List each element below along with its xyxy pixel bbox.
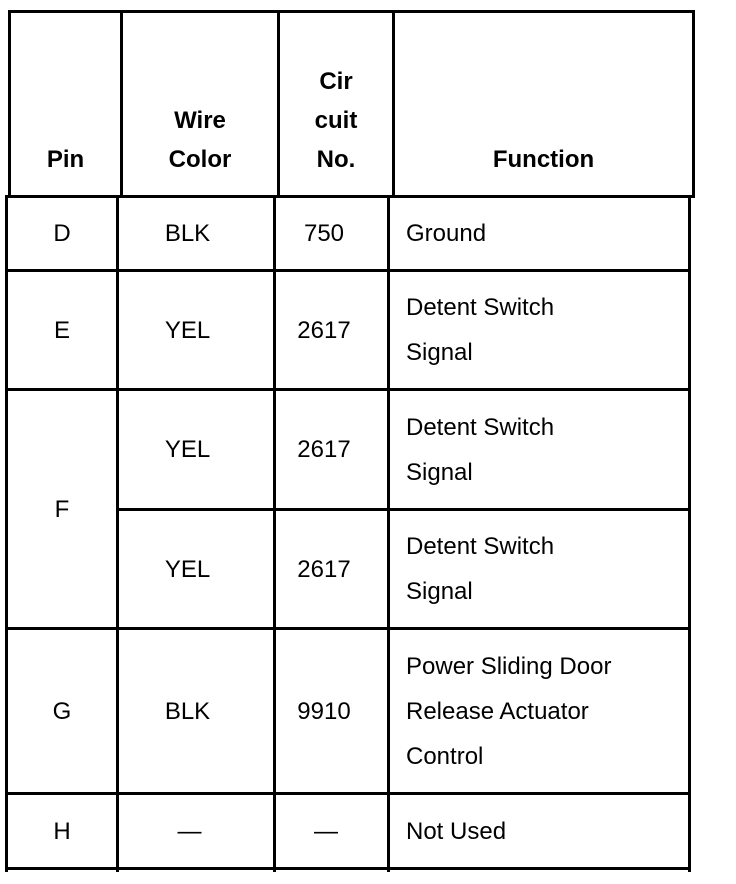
pin-label: G xyxy=(52,697,72,725)
circuit-no-value: 9910 xyxy=(297,697,351,725)
pin-label: F xyxy=(54,495,70,523)
wire-color-cell xyxy=(119,198,256,269)
header-pin xyxy=(11,13,120,179)
header-circuit-no xyxy=(280,13,392,179)
function-line: Not Used xyxy=(406,817,507,845)
function-line: Detent Switch xyxy=(406,533,555,560)
wire-color-cell xyxy=(119,630,256,792)
circuit-no-cell xyxy=(276,391,372,508)
wire-color-cell xyxy=(119,391,256,508)
pin-cell xyxy=(8,391,116,627)
pin-cell xyxy=(8,198,116,269)
header-circuit-no-line: Cir xyxy=(319,68,353,95)
function-line: Detent Switch xyxy=(406,413,555,441)
header-wire-color-line: Wire xyxy=(174,107,226,134)
pin-label: H xyxy=(53,817,71,845)
header-function-label: Function xyxy=(492,146,595,173)
function-cell xyxy=(406,511,688,627)
function-line: Ground xyxy=(406,220,487,247)
wire-color-value: YEL xyxy=(164,316,211,344)
pin-label: E xyxy=(53,316,70,344)
circuit-no-value: 2617 xyxy=(297,316,351,344)
header-function xyxy=(395,13,692,179)
function-line: Detent Switch xyxy=(406,294,555,321)
body-right-border xyxy=(688,195,691,872)
function-cell xyxy=(406,272,688,388)
function-line: Release Actuator xyxy=(406,697,589,725)
header-wire-color xyxy=(123,13,277,179)
circuit-no-value: 750 xyxy=(303,220,345,247)
function-line: Signal xyxy=(406,339,473,366)
header-pin-label: Pin xyxy=(46,146,85,173)
pin-label: D xyxy=(53,220,71,247)
function-cell xyxy=(406,630,688,792)
function-line: Control xyxy=(406,742,484,770)
body-divider-3 xyxy=(387,195,390,872)
wire-color-cell xyxy=(119,511,256,627)
wire-color-value: YEL xyxy=(164,436,211,463)
function-cell xyxy=(406,795,688,867)
circuit-no-value: 2617 xyxy=(297,436,351,463)
function-line: Power Sliding Door xyxy=(406,652,612,680)
table-bottom-border xyxy=(5,867,691,870)
pin-cell xyxy=(8,272,116,388)
function-line: Signal xyxy=(406,458,473,486)
wire-color-value: — xyxy=(177,817,202,845)
header-circuit-no-line: No. xyxy=(316,146,356,173)
wire-color-value: BLK xyxy=(164,220,211,247)
circuit-no-value: 2617 xyxy=(297,555,351,583)
wire-color-cell xyxy=(119,272,256,388)
circuit-no-value: — xyxy=(314,817,338,845)
circuit-no-cell xyxy=(276,198,372,269)
wire-color-cell xyxy=(119,795,260,867)
function-line: Signal xyxy=(406,578,473,605)
pin-cell xyxy=(8,630,116,792)
pin-cell xyxy=(8,795,116,867)
circuit-no-cell xyxy=(276,630,372,792)
function-cell xyxy=(406,198,688,269)
header-circuit-no-line: cuit xyxy=(314,107,358,134)
wire-color-value: BLK xyxy=(164,697,211,725)
circuit-no-cell xyxy=(276,795,376,867)
wire-color-value: YEL xyxy=(164,555,211,583)
circuit-no-cell xyxy=(276,511,372,627)
circuit-no-cell xyxy=(276,272,372,388)
header-right-border xyxy=(692,10,695,198)
function-cell xyxy=(406,391,688,508)
header-wire-color-line: Color xyxy=(168,146,232,173)
